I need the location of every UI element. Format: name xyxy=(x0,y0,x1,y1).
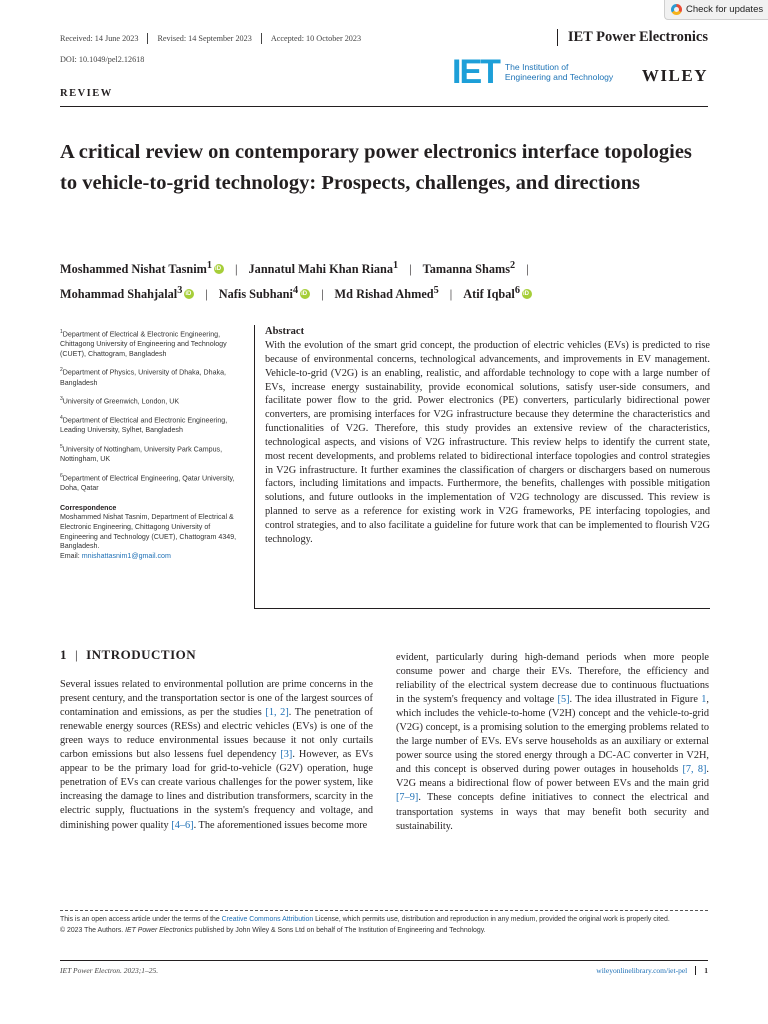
affiliation-marker: 4 xyxy=(60,415,63,422)
footer-citation: IET Power Electron. 2023;1–25. xyxy=(60,966,159,975)
intro-left-column xyxy=(60,648,373,833)
citation-link[interactable]: [5] xyxy=(557,694,570,706)
citation-link[interactable]: [1, 2] xyxy=(265,707,289,719)
affiliation-marker: 2 xyxy=(60,367,63,374)
license-note xyxy=(60,914,710,936)
author-affiliation-marker: 6 xyxy=(514,285,520,297)
copyright-journal: IET Power Electronics xyxy=(125,927,193,934)
license-text-a: This is an open access article under the terms of the xyxy=(60,916,222,923)
author-separator: | xyxy=(526,262,529,277)
paragraph-text: . The aforementioned issues become more xyxy=(193,819,368,831)
author-affiliation-marker: 2 xyxy=(510,260,516,271)
affiliation-item xyxy=(60,443,248,465)
section-title: INTRODUCTION xyxy=(86,647,197,662)
paragraph-text: , which includes the vehicle-to-home (V2H) concept and the vehicle-to-grid (V2G) concept, is a promising solution to the emerging problems related to the large number of EVs. EVs serve households as an auxiliary or external power source using the stored energy through a DC-AC converter in V2H, and this concept is observed during power outages in households xyxy=(396,694,709,776)
author-separator: | xyxy=(205,287,208,302)
paragraph-text: evident, particularly during high-demand periods when more people consume power and charge their EVs. Therefore, the efficiency and reliability of the electrical system decrease due to continuous fluctuations in the system's frequency and voltage xyxy=(396,652,709,706)
affiliation-marker: 3 xyxy=(60,396,63,403)
affiliation-item xyxy=(60,395,248,407)
orcid-icon[interactable] xyxy=(184,289,194,299)
license-line xyxy=(60,914,710,925)
footer-divider xyxy=(60,960,708,961)
email-link[interactable]: mnishattasnim1@gmail.com xyxy=(81,552,171,561)
paragraph-text: Several issues related to environmental pollution are prime concerns in the present century, and the transportation sector is one of the largest sources of contamination and emissions, as per the studies xyxy=(60,679,373,719)
author-name[interactable]: Nafis Subhani xyxy=(218,287,293,302)
section-number: 1 xyxy=(60,647,67,662)
author-name[interactable]: Tamanna Shams xyxy=(422,262,511,277)
section-separator: | xyxy=(75,647,79,662)
iet-logo-mark: IET xyxy=(452,53,499,91)
copyright-text-b: published by John Wiley & Sons Ltd on behalf of The Institution of Engineering and Technology. xyxy=(192,927,486,934)
article-dates xyxy=(60,33,370,44)
received-date: Received: 14 June 2023 xyxy=(60,34,139,43)
license-text-b: License, which permits use, distribution and reproduction in any medium, provided the original work is properly cited. xyxy=(313,916,670,923)
article-title: A critical review on contemporary power electronics interface topologies to vehicle-to-grid technology: Prospects, challenges, and directions xyxy=(60,141,692,194)
intro-right-column xyxy=(396,651,709,834)
crossmark-icon xyxy=(671,4,682,15)
intro-paragraph-right xyxy=(396,651,709,834)
section-heading xyxy=(60,648,373,662)
abstract-heading: Abstract xyxy=(265,326,305,337)
affiliation-text: Department of Physics, University of Dhaka, Dhaka, Bangladesh xyxy=(60,368,227,387)
author-affiliation-marker: 1 xyxy=(393,260,399,271)
affiliation-marker: 5 xyxy=(60,444,63,451)
copyright-line xyxy=(60,925,710,936)
abstract xyxy=(254,325,710,609)
author-separator: | xyxy=(409,262,412,277)
paragraph-text: . However, as EVs appear to be the primary load for grid-to-vehicle (G2V) operation, huge penetration of EVs can create various challenges for the power system, like increasing the damage to lines and distribution transformers, scarcity in the electric supply, fluctuations in the system's frequency and voltage, and diminishing power quality xyxy=(60,749,373,831)
copyright-text-a: © 2023 The Authors. xyxy=(60,927,126,934)
revised-date: Revised: 14 September 2023 xyxy=(147,33,260,44)
iet-logo-text xyxy=(505,62,613,82)
accepted-date: Accepted: 10 October 2023 xyxy=(261,33,370,44)
citation-link[interactable]: [7, 8] xyxy=(682,764,707,776)
affiliation-text: University of Greenwich, London, UK xyxy=(62,397,180,406)
orcid-icon[interactable] xyxy=(522,289,532,299)
affiliation-marker: 1 xyxy=(60,329,63,335)
footnote-divider xyxy=(60,910,708,911)
check-for-updates-button[interactable] xyxy=(664,0,768,20)
author-affiliation-marker: 4 xyxy=(292,285,299,297)
affiliation-item xyxy=(60,366,248,388)
citation-link[interactable]: 1 xyxy=(701,694,707,706)
affiliation-item xyxy=(60,472,248,494)
author-list xyxy=(60,255,708,305)
author-separator: | xyxy=(321,287,324,302)
author-name[interactable]: Mohammad Shahjalal xyxy=(60,287,178,302)
paragraph-text: . V2G means a bidirectional flow of power between EVs and the main grid xyxy=(396,764,709,790)
affiliation-text: Department of Electrical and Electronic Engineering, Leading University, Sylhet, Bangladesh xyxy=(60,416,228,435)
author-name[interactable]: Jannatul Mahi Khan Riana xyxy=(248,262,394,277)
journal-name[interactable]: IET Power Electronics xyxy=(557,29,708,46)
header-divider xyxy=(60,106,708,107)
iet-logo-line2: Engineering and Technology xyxy=(504,72,614,82)
cc-license-link[interactable]: Creative Commons Attribution xyxy=(221,916,314,923)
citation-link[interactable]: [3] xyxy=(280,749,293,761)
correspondence-text xyxy=(60,513,248,562)
author-affiliation-marker: 5 xyxy=(433,285,439,297)
author-name[interactable]: Md Rishad Ahmed xyxy=(334,287,434,302)
email-label: Email: xyxy=(60,552,82,561)
intro-paragraph-left xyxy=(60,678,373,833)
journal-url-link[interactable]: wileyonlinelibrary.com/iet-pel xyxy=(596,966,688,975)
iet-logo[interactable] xyxy=(452,53,614,91)
correspondence-body: Moshammed Nishat Tasnim, Department of Electrical & Electronic Engineering, Chittagong University of Engineering and Technology (CUET), Chattogram 4349, Bangladesh. xyxy=(60,513,237,551)
author-affiliation-marker: 1 xyxy=(206,260,213,271)
author-name[interactable]: Moshammed Nishat Tasnim xyxy=(60,262,207,277)
citation-link[interactable]: [4–6] xyxy=(171,819,194,831)
orcid-icon[interactable] xyxy=(300,289,310,299)
doi[interactable]: DOI: 10.1049/pel2.12618 xyxy=(60,55,145,64)
paragraph-text: . These concepts define initiatives to connect the electrical and transportation systems in ways that may benefit both security and sustainability. xyxy=(396,792,709,832)
citation-link[interactable]: [7–9] xyxy=(396,792,419,804)
iet-logo-line1: The Institution of xyxy=(504,62,569,72)
footer-right xyxy=(596,966,708,975)
affiliation-text: Department of Electrical Engineering, Qatar University, Doha, Qatar xyxy=(60,474,235,492)
author-separator: | xyxy=(235,262,238,277)
author-name[interactable]: Atif Iqbal xyxy=(463,287,515,302)
wiley-logo[interactable]: WILEY xyxy=(641,66,708,85)
affiliation-text: Department of Electrical & Electronic Engineering, Chittagong University of Engineering and Technology (CUET), Chattogram, Bangladesh xyxy=(60,330,227,358)
paragraph-text: . The idea illustrated in Figure xyxy=(569,694,702,706)
affiliation-item xyxy=(60,414,248,436)
author-separator: | xyxy=(449,287,453,302)
page-number: 1 xyxy=(695,966,708,975)
abstract-text: With the evolution of the smart grid concept, the production of electric vehicles (EVs) is predicted to rise because of environmental concerns, technological advancements, and improvements in EV management. Vehicle-to-grid (V2G) is an enabling, realistic, and affordable technology to cope with a large number of EVs, increase energy sustainability, provide economical solutions, satisfy user-side consumers, and facilitate power flow to the grid. Power electronics (PE) converters, particularly bidirectional power converters, are promising interfaces for V2G infrastructure because they determine the characteristics and functionalities of V2G. Therefore, this study provides an extensive review of the characteristics, technological aspects, and visions of V2G infrastructure. This review helps to identify the current state, most recent developments, and problems related to bidirectional interface topologies and control strategies in V2G infrastructure. It further examines the classification of chargers or dischargers based on numerous factors, including limitations and impacts. Furthermore, the benefits, challenges with possible mitigation solutions, and future outlooks in the implementation of V2G technology are discussed. This review is planned to serve as a reference for existing work in V2G frameworks, PE interfacing topologies, and control strategies, and to also facilitate a guideline for future work that can be implemented to flourish V2G technology. xyxy=(265,340,710,545)
affiliation-text: University of Nottingham, University Park Campus, Nottingham, UK xyxy=(60,445,223,464)
correspondence-title: Correspondence xyxy=(60,503,117,512)
affiliation-item xyxy=(60,328,248,359)
affiliation-marker: 6 xyxy=(60,472,63,479)
orcid-icon[interactable] xyxy=(214,264,224,274)
paragraph-text: . The penetration of renewable energy sources (RESs) and electric vehicles (EVs) is one of the green ways to reduce environmental issues because it not only curtails carbon emissions but also lessens fuel dependency xyxy=(60,707,373,761)
article-type: REVIEW xyxy=(60,88,113,99)
affiliations xyxy=(60,328,248,562)
author-affiliation-marker: 3 xyxy=(177,285,183,297)
check-for-updates-label: Check for updates xyxy=(686,4,764,15)
